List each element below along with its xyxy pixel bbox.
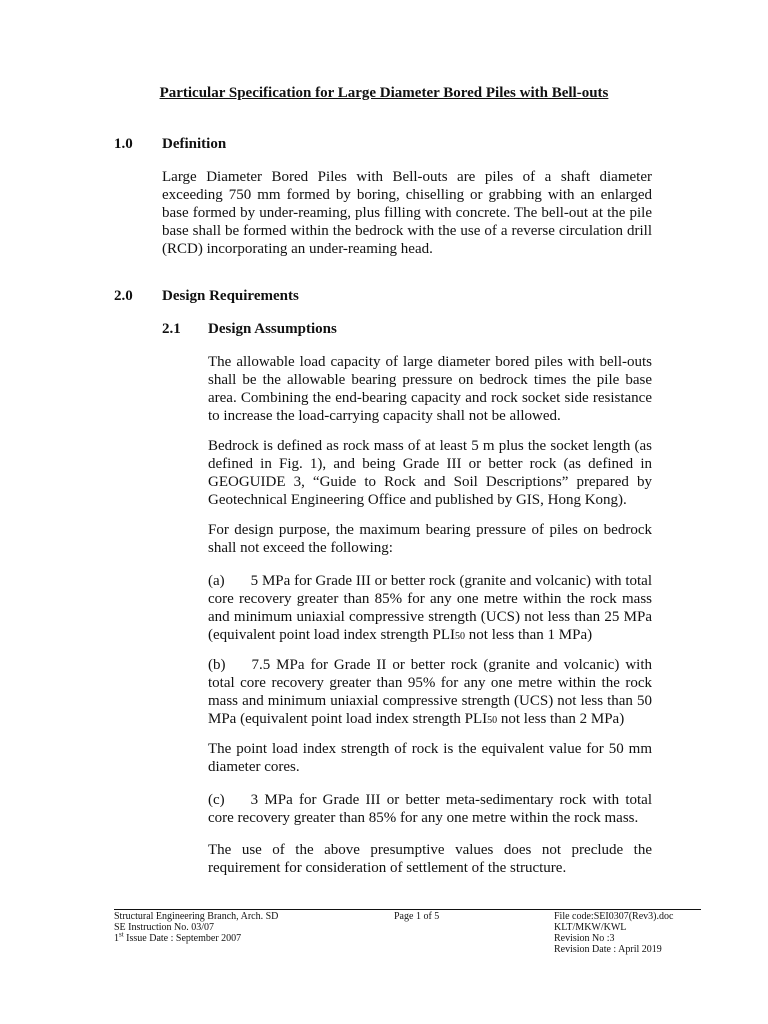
footer-issue-rest: Issue Date : September 2007 [123, 933, 242, 944]
clause-a [208, 572, 652, 646]
clause-b-subscript: 50 [487, 715, 498, 726]
section-number-2: 2.0 [114, 288, 133, 304]
document-title: Particular Specification for Large Diameter Bored Piles with Bell-outs [159, 85, 609, 101]
footer-issue-sup: st [119, 930, 124, 939]
clause-b-tail: not less than 2 MPa) [497, 711, 625, 727]
footer-revision-date: Revision Date : April 2019 [554, 944, 662, 955]
section-heading-definition: Definition [162, 136, 227, 152]
footer-page-number: Page 1 of 5 [394, 911, 440, 922]
point-load-paragraph: The point load index strength of rock is the equivalent value for 50 mm diameter cores. [208, 741, 652, 775]
load-capacity-paragraph: The allowable load capacity of large diameter bored piles with bell-outs shall be the allowable bearing pressure on bedrock times the pile base area. Combining the end-bearing capacity and rock socket side resistance to increase the load-carrying capacity shall not be allowed. [208, 354, 652, 424]
presumptive-values-paragraph: The use of the above presumptive values does not preclude the requirement for consideration of settlement of the structure. [208, 842, 652, 876]
subsection-number-2-1: 2.1 [162, 321, 181, 337]
footer-revision-no: Revision No :3 [554, 933, 615, 944]
footer-issue-num: 1 [114, 933, 119, 944]
clause-c [208, 791, 652, 827]
bedrock-definition-paragraph: Bedrock is defined as rock mass of at least 5 m plus the socket length (as defined in Fig. 1), and being Grade III or better rock (as defined in GEOGUIDE 3, “Guide to Rock and Soil Descriptions” prepared by Geotechnical Engineering Office and published by GIS, Hong Kong). [208, 438, 652, 508]
clause-a-text: 5 MPa for Grade III or better rock (granite and volcanic) with total core recovery greater than 85% for any one metre within the rock mass and minimum uniaxial compressive strength (UCS) not less than 25 MPa (equivalent point load index strength PLI [208, 573, 652, 643]
clause-c-text: 3 MPa for Grade III or better meta-sedimentary rock with total core recovery greater than 85% for any one metre within the rock mass. [208, 792, 652, 826]
footer-left [114, 911, 278, 944]
footer-initials: KLT/MKW/KWL [554, 922, 627, 933]
footer-instruction-no: SE Instruction No. 03/07 [114, 922, 214, 933]
clause-b [208, 656, 652, 730]
clause-a-subscript: 50 [455, 631, 466, 642]
footer-issue-date [114, 930, 278, 944]
footer-divider [114, 909, 701, 910]
definition-paragraph: Large Diameter Bored Piles with Bell-outs are piles of a shaft diameter exceeding 750 mm formed by boring, chiselling or grabbing with an enlarged base formed by under-reaming, plus filling with concrete. The bell-out at the pile base shall be formed within the bedrock with the use of a reverse circulation drill (RCD) incorporating an under-reaming head. [162, 169, 652, 257]
section-number-1: 1.0 [114, 136, 133, 152]
clause-b-text: 7.5 MPa for Grade II or better rock (granite and volcanic) with total core recovery greater than 95% for any one metre within the rock mass and minimum uniaxial compressive strength (UCS) not less than 50 MPa (equivalent point load index strength PLI [208, 657, 652, 727]
section-heading-design-requirements: Design Requirements [162, 288, 299, 304]
clause-a-tail: not less than 1 MPa) [465, 627, 593, 643]
clause-a-label: (a) [208, 573, 225, 589]
footer-right [554, 911, 673, 955]
clause-b-label: (b) [208, 657, 226, 673]
clause-c-label: (c) [208, 792, 225, 808]
subsection-heading-design-assumptions: Design Assumptions [208, 321, 337, 337]
footer-file-code: File code:SEI0307(Rev3).doc [554, 911, 674, 922]
design-purpose-paragraph: For design purpose, the maximum bearing pressure of piles on bedrock shall not exceed the following: [208, 522, 652, 556]
footer-branch: Structural Engineering Branch, Arch. SD [114, 911, 279, 922]
